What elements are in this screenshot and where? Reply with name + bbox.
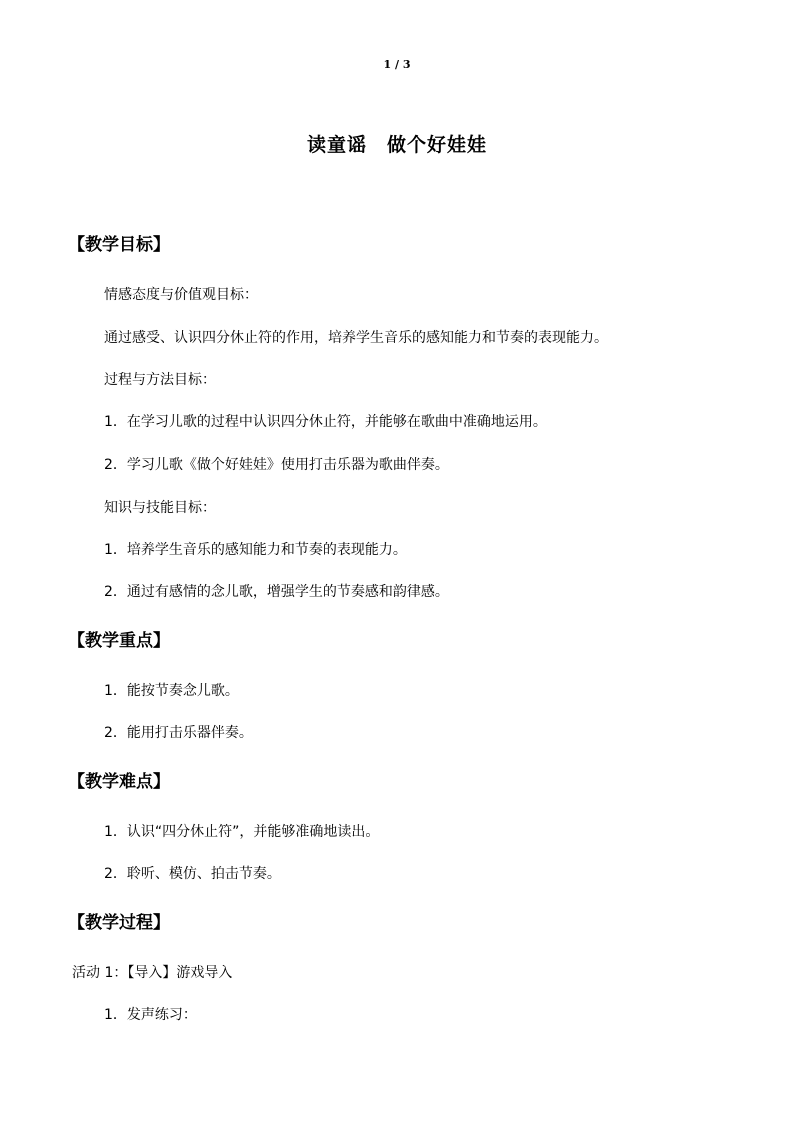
goals-line: 知识与技能目标：	[104, 500, 216, 516]
goals-line: 通过感受、认识四分休止符的作用，培养学生音乐的感知能力和节奏的表现能力。	[104, 330, 608, 346]
goals-line: 2．学习儿歌《做个好娃娃》使用打击乐器为歌曲伴奏。	[104, 457, 449, 473]
difficulties-line: 1．认识“四分休止符”，并能够准确地读出。	[104, 824, 380, 840]
activity-title: 活动 1：【导入】游戏导入	[72, 965, 233, 981]
goals-line: 1．在学习儿歌的过程中认识四分休止符，并能够在歌曲中准确地运用。	[104, 414, 547, 430]
goals-line: 过程与方法目标：	[104, 372, 216, 388]
difficulties-line: 2．聆听、模仿、拍击节奏。	[104, 866, 281, 882]
heading-difficulties: 【教学难点】	[68, 772, 170, 792]
goals-line: 情感态度与价值观目标：	[104, 287, 258, 303]
goals-line: 2．通过有感情的念儿歌，增强学生的节奏感和韵律感。	[104, 584, 449, 600]
heading-teaching-goals: 【教学目标】	[68, 235, 170, 255]
heading-teaching-process: 【教学过程】	[68, 913, 170, 933]
heading-key-points: 【教学重点】	[68, 631, 170, 651]
page-number: 1 / 3	[383, 58, 411, 71]
process-line: 1．发声练习：	[104, 1007, 197, 1023]
key-points-line: 2．能用打击乐器伴奏。	[104, 725, 253, 741]
document-title: 读童谣 做个好娃娃	[306, 134, 487, 156]
goals-line: 1．培养学生音乐的感知能力和节奏的表现能力。	[104, 542, 407, 558]
key-points-line: 1．能按节奏念儿歌。	[104, 683, 239, 699]
